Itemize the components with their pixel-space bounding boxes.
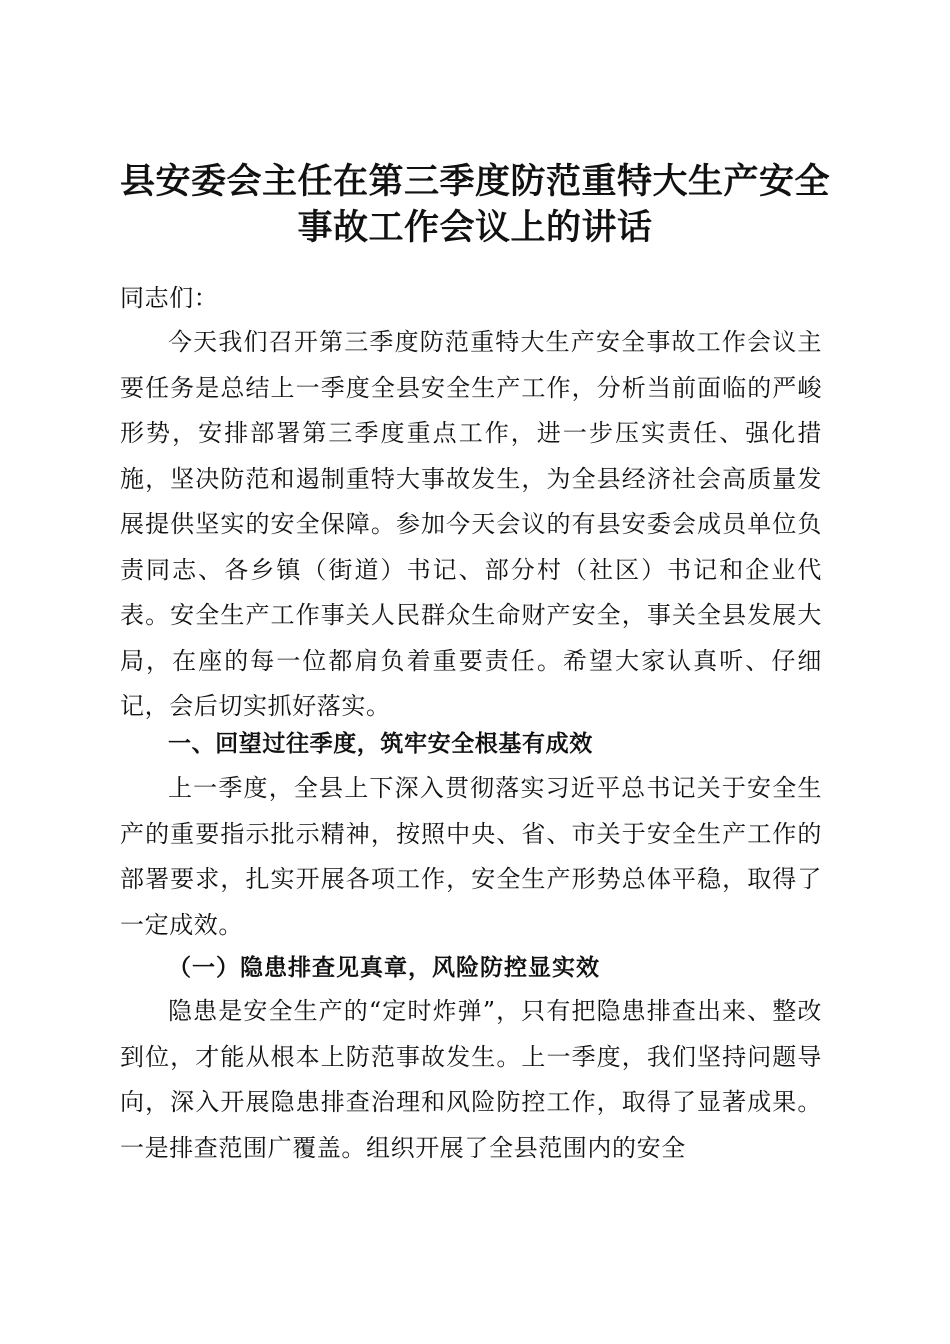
paragraph-intro: 今天我们召开第三季度防范重特大生产安全事故工作会议主要任务是总结上一季度全县安全生产工作，分析当前面临的严峻形势，安排部署第三季度重点工作，进一步压实责任、强化措施，坚决防范和遏制重特大事故发生，为全县经济社会高质量发展提供坚实的安全保障。参加今天会议的有县安委会成员单位负责同志、各乡镇（街道）书记、部分村（社区）书记和企业代表。安全生产工作事关人民群众生命财产安全，事关全县发展大局，在座的每一位都肩负着重要责任。希望大家认真听、仔细记，会后切实抓好落实。 <box>120 328 822 720</box>
paragraph-review: 上一季度，全县上下深入贯彻落实习近平总书记关于安全生产的重要指示批示精神，按照中央、省、市关于安全生产工作的部署要求，扎实开展各项工作，安全生产形势总体平稳，取得了一定成效。 <box>120 774 822 939</box>
section-heading-1: 一、回望过往季度，筑牢安全根基有成效 <box>168 731 593 757</box>
title-line-1: 县安委会主任在第三季度防范重特大生产安全 <box>119 161 830 203</box>
subsection-heading-1: （一）隐患排查见真章，风险防控显实效 <box>168 954 600 981</box>
paragraph-hazard: 隐患是安全生产的“定时炸弹”，只有把隐患排查出来、整改到位，才能从根本上防范事故发生。上一季度，我们坚持问题导向，深入开展隐患排查治理和风险防控工作，取得了显著成果。一是排查范围广覆盖。组织开展了全县范围内的安全 <box>120 997 822 1162</box>
salutation: 同志们： <box>120 284 219 312</box>
document-title <box>100 159 850 251</box>
title-line-2: 事故工作会议上的讲话 <box>297 207 653 249</box>
